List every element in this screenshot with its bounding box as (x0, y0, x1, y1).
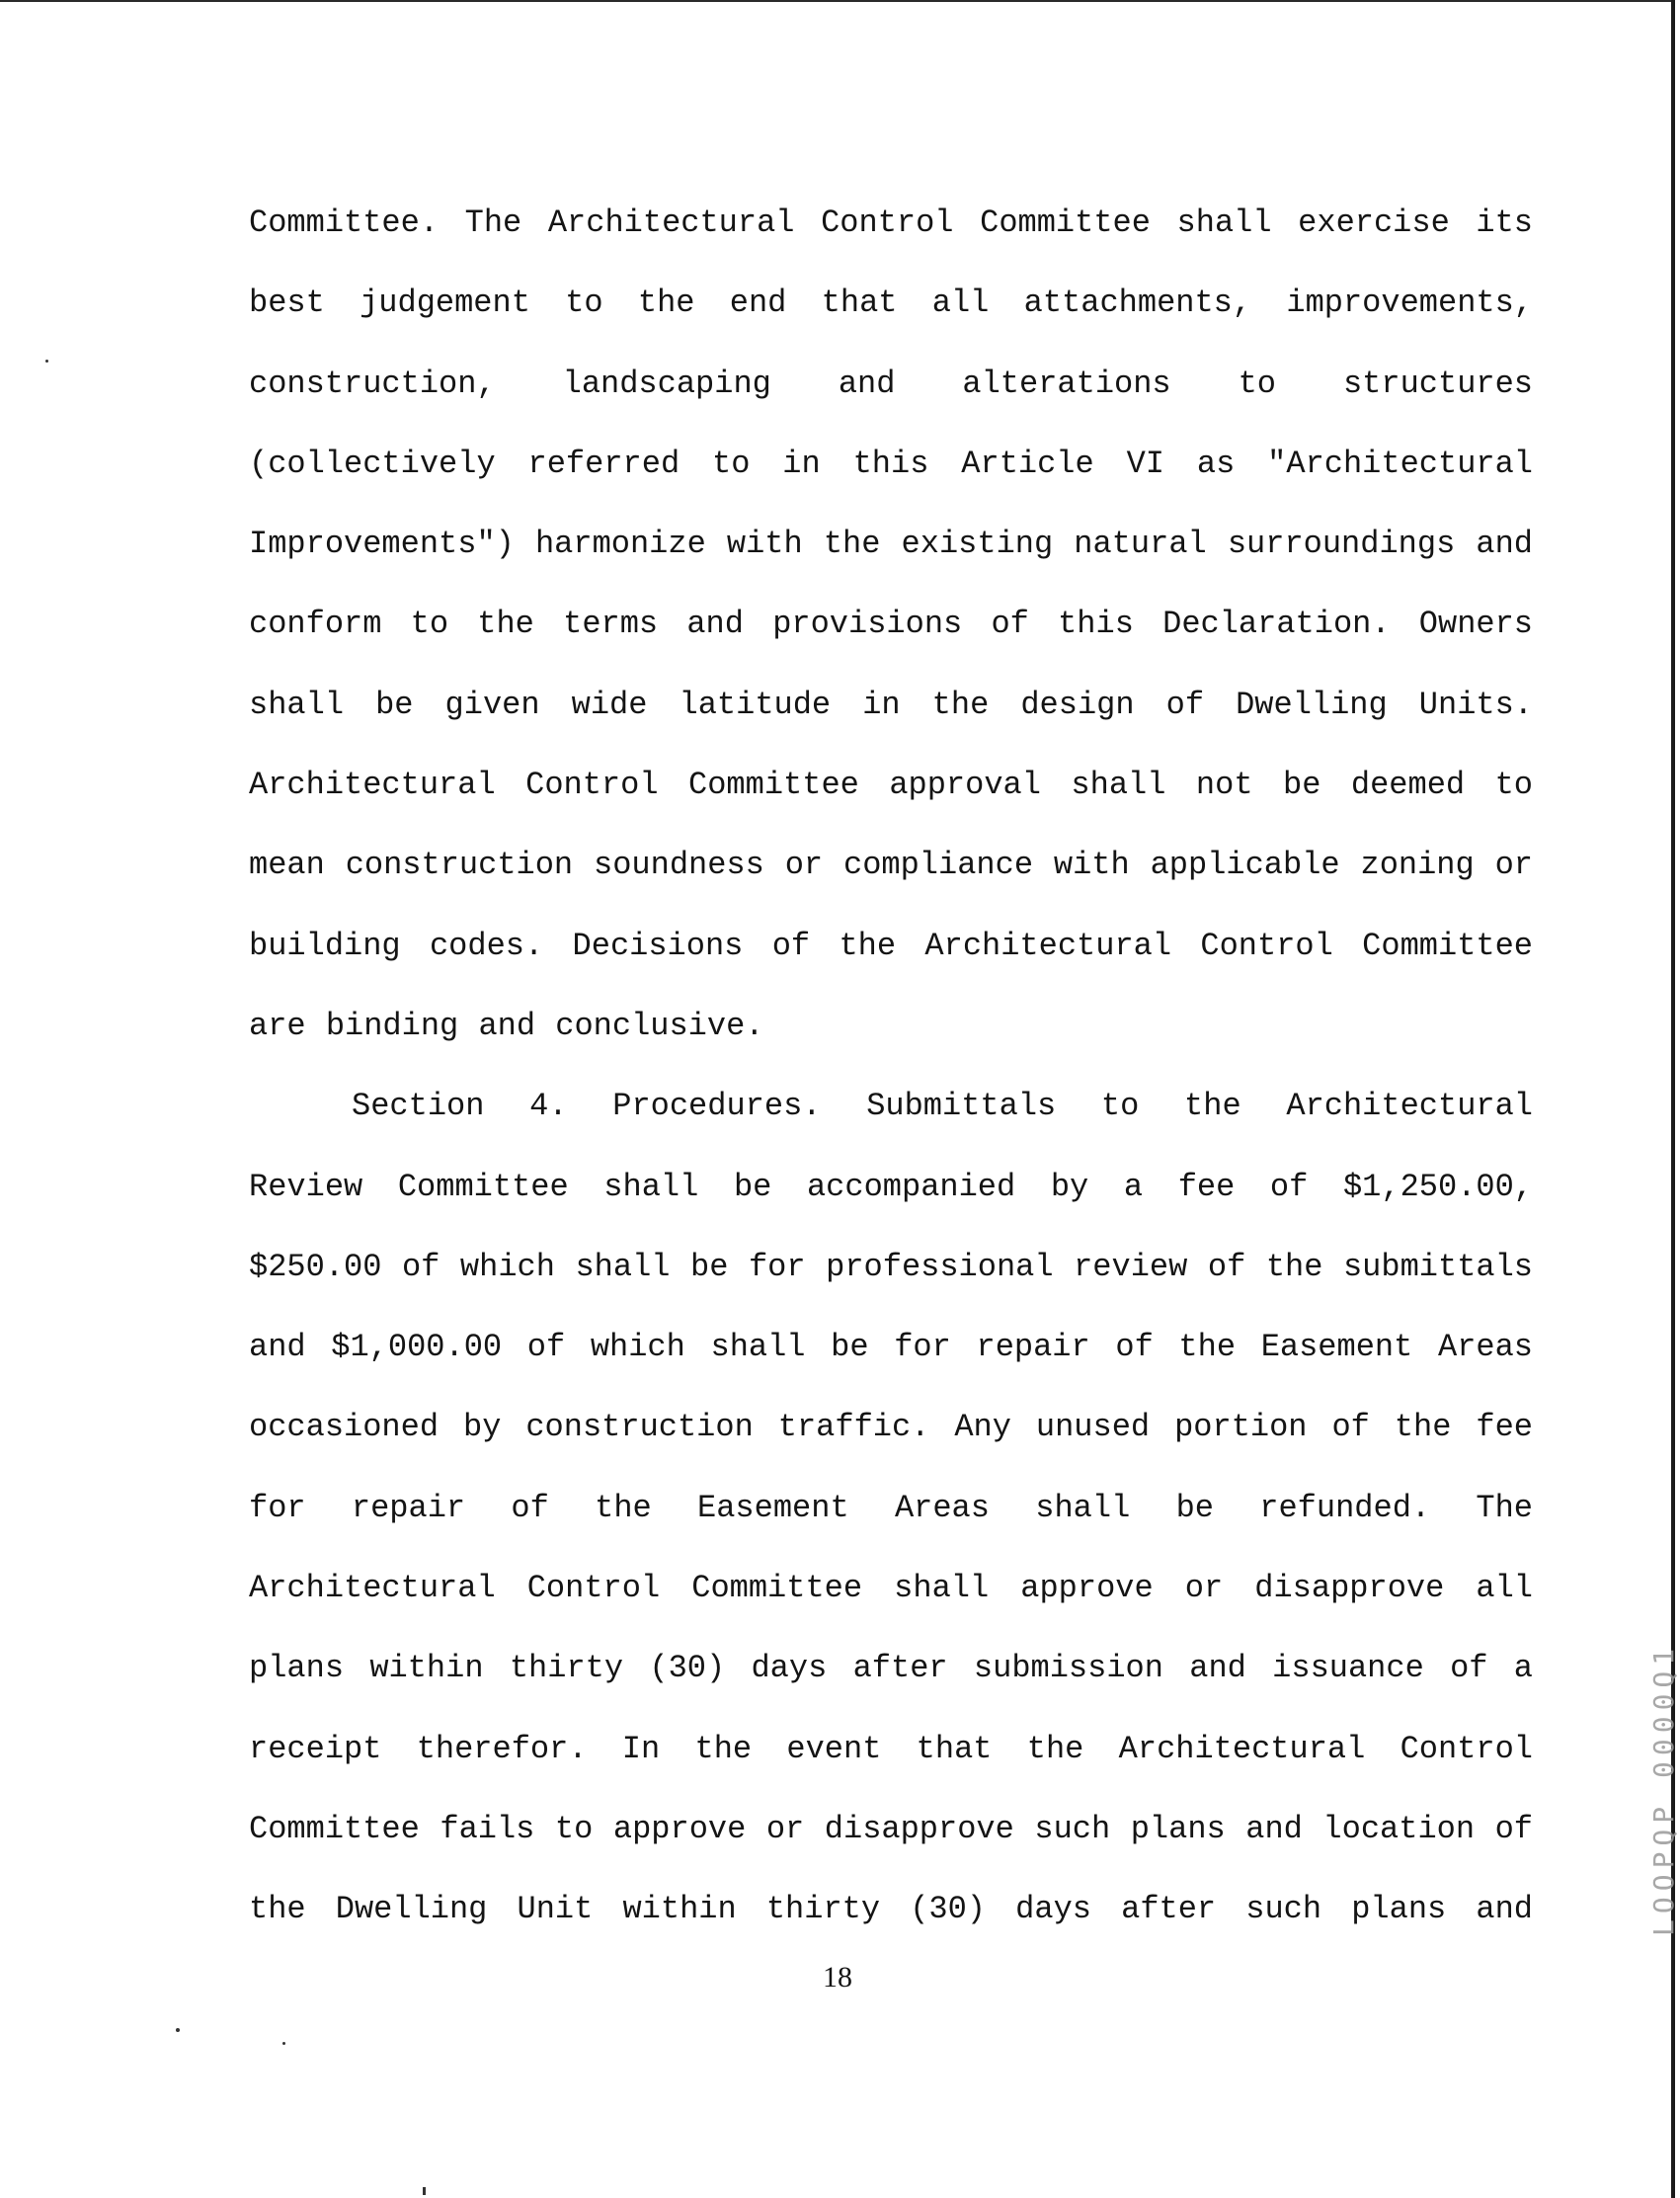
text-line: (collectively referred to in this Article VI as "Architectural (249, 445, 1533, 482)
paragraph-architectural-committee (249, 194, 1533, 1077)
paragraph-section-4-procedures (249, 1077, 1533, 1960)
section-heading-line: Section 4. Procedures. Submittals to the Architectural (352, 1088, 1533, 1125)
text-line: the Dwelling Unit within thirty (30) days after such plans and (249, 1891, 1533, 1928)
text-line: Committee. The Architectural Control Committee shall exercise its (249, 204, 1533, 241)
page-number: 18 (823, 1961, 852, 1994)
text-line: Improvements") harmonize with the existing natural surroundings and (249, 526, 1533, 563)
text-line: Architectural Control Committee approval shall not be deemed to (249, 767, 1533, 804)
scan-speck (282, 2042, 285, 2045)
text-line: building codes. Decisions of the Architectural Control Committee (249, 927, 1533, 964)
text-line: best judgement to the end that all attachments, improvements, (249, 285, 1533, 322)
text-line: Review Committee shall be accompanied by a fee of $1,250.00, (249, 1168, 1533, 1205)
text-line: construction, landscaping and alterations to structures (249, 365, 1533, 402)
text-line: for repair of the Easement Areas shall be refunded. The (249, 1489, 1533, 1526)
text-line: Committee fails to approve or disapprove such plans and location of (249, 1810, 1533, 1847)
text-line: occasioned by construction traffic. Any unused portion of the fee (249, 1409, 1533, 1446)
text-line: Architectural Control Committee shall approve or disapprove all (249, 1570, 1533, 1607)
text-line: and $1,000.00 of which shall be for repair of the Easement Areas (249, 1329, 1533, 1366)
text-line: conform to the terms and provisions of this Declaration. Owners (249, 606, 1533, 643)
text-line: shall be given wide latitude in the design of Dwelling Units. (249, 686, 1533, 723)
margin-stamp: LOOPQP 0000Q1 (1647, 1642, 1680, 1936)
scan-speck (176, 2028, 180, 2032)
scan-edge-top (0, 0, 1675, 2)
text-line: mean construction soundness or compliance with applicable zoning or (249, 847, 1533, 884)
text-line: plans within thirty (30) days after submission and issuance of a (249, 1650, 1533, 1687)
document-body (249, 194, 1533, 1961)
scan-speck (423, 2187, 426, 2195)
text-line: are binding and conclusive. (249, 1007, 764, 1044)
text-line: $250.00 of which shall be for professional review of the submittals (249, 1248, 1533, 1285)
text-line: receipt therefor. In the event that the Architectural Control (249, 1730, 1533, 1767)
scan-speck (45, 360, 48, 363)
